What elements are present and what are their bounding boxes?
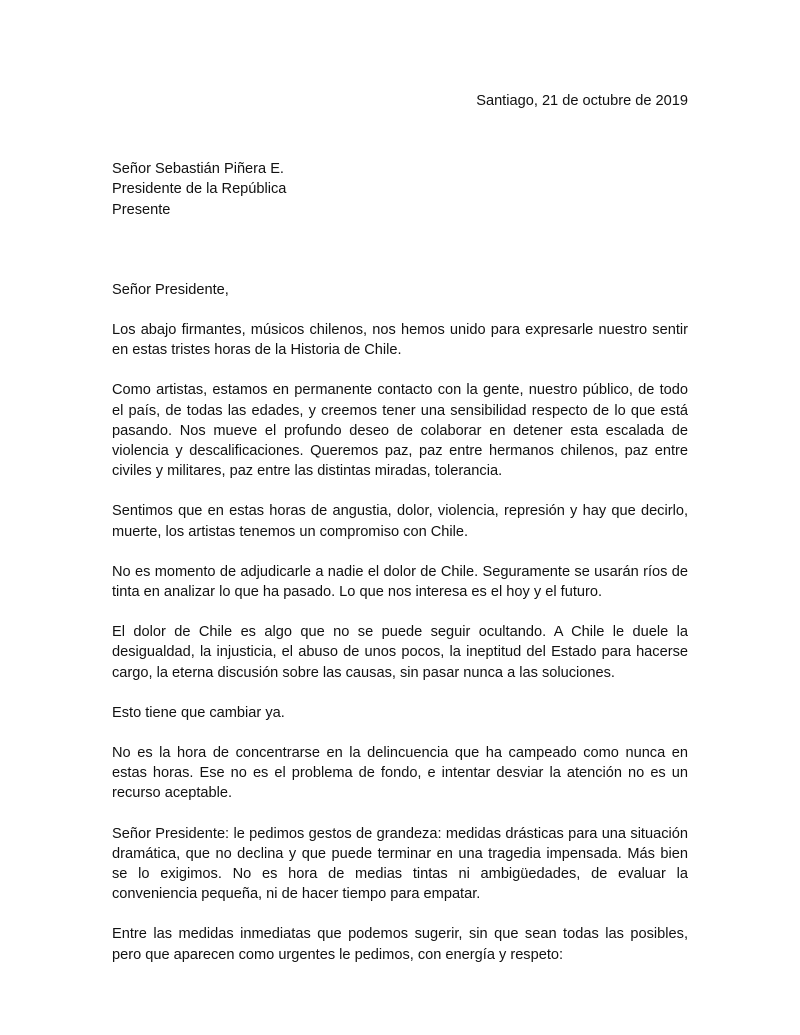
recipient-presente: Presente (112, 201, 171, 218)
letter-body (112, 91, 688, 985)
paragraph-7: No es la hora de concentrarse en la delincuencia que ha campeado como nunca en estas horas. Ese no es el problema de fondo, e intentar desviar la atención no es un recurso aceptable. (112, 745, 688, 802)
paragraph-5: El dolor de Chile es algo que no se puede seguir ocultando. A Chile le duele la desigualdad, la injusticia, el abuso de unos pocos, la ineptitud del Estado para hacerse cargo, la eterna discusión sobre las causas, sin pasar nunca a las soluciones. (112, 624, 688, 681)
recipient-name: Señor Sebastián Piñera E. (112, 161, 284, 178)
paragraph-4: No es momento de adjudicarle a nadie el dolor de Chile. Seguramente se usarán ríos de tinta en analizar lo que ha pasado. Lo que nos interesa es el hoy y el futuro. (112, 563, 688, 601)
paragraph-8: Señor Presidente: le pedimos gestos de grandeza: medidas drásticas para una situación dramática, que no declina y que puede terminar en una tragedia impensada. Más bien se lo exigimos. No es hora de medias tintas ni ambigüedades, de evaluar la conveniencia pequeña, ni de hacer tiempo para empatar. (112, 825, 688, 903)
paragraph-2: Como artistas, estamos en permanente contacto con la gente, nuestro público, de todo el país, de todas las edades, y creemos tener una sensibilidad respecto de lo que está pasando. Nos mueve el profundo deseo de colaborar en detener esta escalada de violencia y descalificaciones. Queremos paz, paz entre hermanos chilenos, paz entre civiles y militares, paz entre las distintas miradas, tolerancia. (112, 382, 688, 480)
recipient-block (112, 159, 688, 220)
letter-date: Santiago, 21 de octubre de 2019 (476, 93, 688, 109)
paragraph-3: Sentimos que en estas horas de angustia, dolor, violencia, represión y hay que decirlo, muerte, los artistas tenemos un compromiso con Chile. (112, 503, 688, 540)
recipient-title: Presidente de la República (112, 181, 287, 198)
salutation: Señor Presidente, (112, 281, 229, 298)
paragraph-9: Entre las medidas inmediatas que podemos sugerir, sin que sean todas las posibles, pero que aparecen como urgentes le pedimos, con energía y respeto: (112, 926, 688, 963)
paragraph-1: Los abajo firmantes, músicos chilenos, nos hemos unido para expresarle nuestro sentir en estas tristes horas de la Historia de Chile. (112, 322, 688, 359)
paragraph-6: Esto tiene que cambiar ya. (112, 704, 285, 721)
